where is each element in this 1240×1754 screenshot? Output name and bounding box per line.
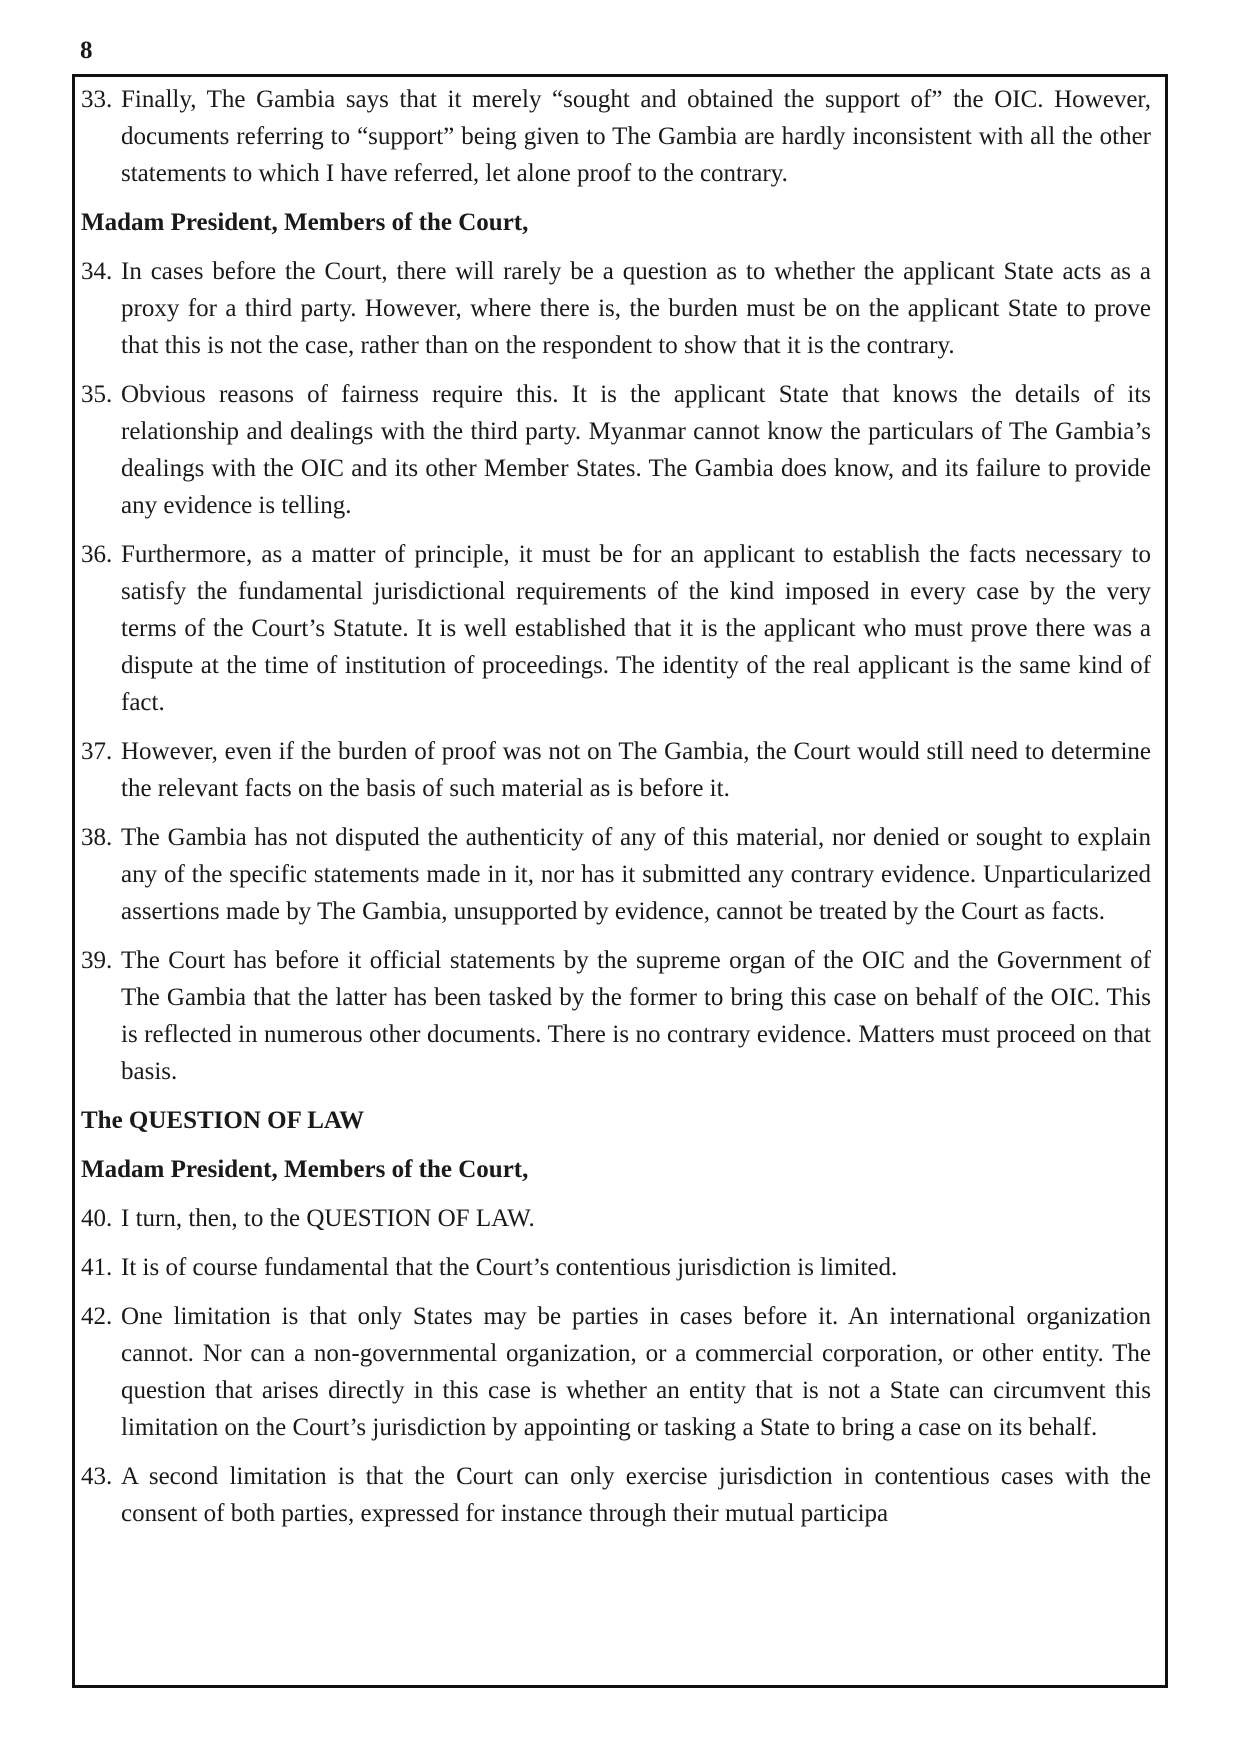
salutation-heading: Madam President, Members of the Court, bbox=[81, 209, 529, 236]
paragraph-text: One limitation is that only States may be parties in cases before it. An international organization cannot. Nor can a non-governmental organization, or a commercial corporation, or other entity. The question that arises directly in this case is whether an entity that is not a State can circumvent this limitation on the Court’s jurisdiction by appointing or tasking a State to bring a case on its behalf. bbox=[121, 1303, 1151, 1441]
text-frame bbox=[72, 74, 1168, 1688]
paragraph-number: 36. bbox=[81, 541, 113, 568]
paragraph-text: The Court has before it official statements by the supreme organ of the OIC and the Government of The Gambia that the latter has been tasked by the former to bring this case on behalf of the OIC. This is reflected in numerous other documents. There is no contrary evidence. Matters must proceed on that basis. bbox=[121, 947, 1151, 1085]
paragraph-text: Obvious reasons of fairness require this. It is the applicant State that knows the details of its relationship and dealings with the third party. Myanmar cannot know the particulars of The Gambia’s dealings with the OIC and its other Member States. The Gambia does know, and its failure to provide any evidence is telling. bbox=[121, 381, 1151, 519]
paragraph-number: 33. bbox=[81, 86, 113, 113]
paragraph-number: 40. bbox=[81, 1205, 113, 1232]
paragraph-35 bbox=[81, 376, 1151, 524]
paragraph-text: The Gambia has not disputed the authenticity of any of this material, nor denied or sought to explain any of the specific statements made in it, nor has it submitted any contrary evidence. Unparticularized assertions made by The Gambia, unsupported by evidence, cannot be treated by the Court as facts. bbox=[121, 824, 1151, 925]
section-heading: The QUESTION OF LAW bbox=[81, 1107, 365, 1134]
paragraph-36 bbox=[81, 536, 1151, 721]
paragraph-number: 35. bbox=[81, 381, 113, 408]
paragraph-43 bbox=[81, 1458, 1151, 1532]
paragraph-37 bbox=[81, 733, 1151, 807]
paragraph-number: 39. bbox=[81, 947, 113, 974]
paragraph-number: 37. bbox=[81, 738, 113, 765]
paragraph-text: However, even if the burden of proof was not on The Gambia, the Court would still need to determine the relevant facts on the basis of such material as is before it. bbox=[121, 738, 1151, 802]
paragraph-number: 43. bbox=[81, 1463, 113, 1490]
paragraph-text: Finally, The Gambia says that it merely “sought and obtained the support of” the OIC. However, documents referring to “support” being given to The Gambia are hardly inconsistent with all the other statements to which I have referred, let alone proof to the contrary. bbox=[121, 86, 1151, 187]
paragraph-39 bbox=[81, 942, 1151, 1090]
paragraph-text: It is of course fundamental that the Court’s contentious jurisdiction is limited. bbox=[121, 1254, 898, 1281]
paragraph-number: 42. bbox=[81, 1303, 113, 1330]
salutation-heading: Madam President, Members of the Court, bbox=[81, 1156, 529, 1183]
paragraph-number: 38. bbox=[81, 824, 113, 851]
paragraph-text: I turn, then, to the QUESTION OF LAW. bbox=[121, 1205, 535, 1232]
page-number: 8 bbox=[80, 37, 93, 64]
paragraph-38 bbox=[81, 819, 1151, 930]
paragraph-41 bbox=[81, 1249, 1151, 1286]
paragraph-number: 34. bbox=[81, 258, 113, 285]
paragraph-40 bbox=[81, 1200, 1151, 1237]
paragraph-number: 41. bbox=[81, 1254, 113, 1281]
paragraph-34 bbox=[81, 253, 1151, 364]
paragraph-text: Furthermore, as a matter of principle, it must be for an applicant to establish the facts necessary to satisfy the fundamental jurisdictional requirements of the kind imposed in every case by the very terms of the Court’s Statute. It is well established that it is the applicant who must prove there was a dispute at the time of institution of proceedings. The identity of the real applicant is the same kind of fact. bbox=[121, 541, 1151, 716]
paragraph-33 bbox=[81, 81, 1151, 192]
paragraph-text: A second limitation is that the Court can only exercise jurisdiction in contentious cases with the consent of both parties, expressed for instance through their mutual participa bbox=[121, 1463, 1151, 1527]
paragraph-42 bbox=[81, 1298, 1151, 1446]
paragraph-text: In cases before the Court, there will rarely be a question as to whether the applicant State acts as a proxy for a third party. However, where there is, the burden must be on the applicant State to prove that this is not the case, rather than on the respondent to show that it is the contrary. bbox=[121, 258, 1151, 359]
